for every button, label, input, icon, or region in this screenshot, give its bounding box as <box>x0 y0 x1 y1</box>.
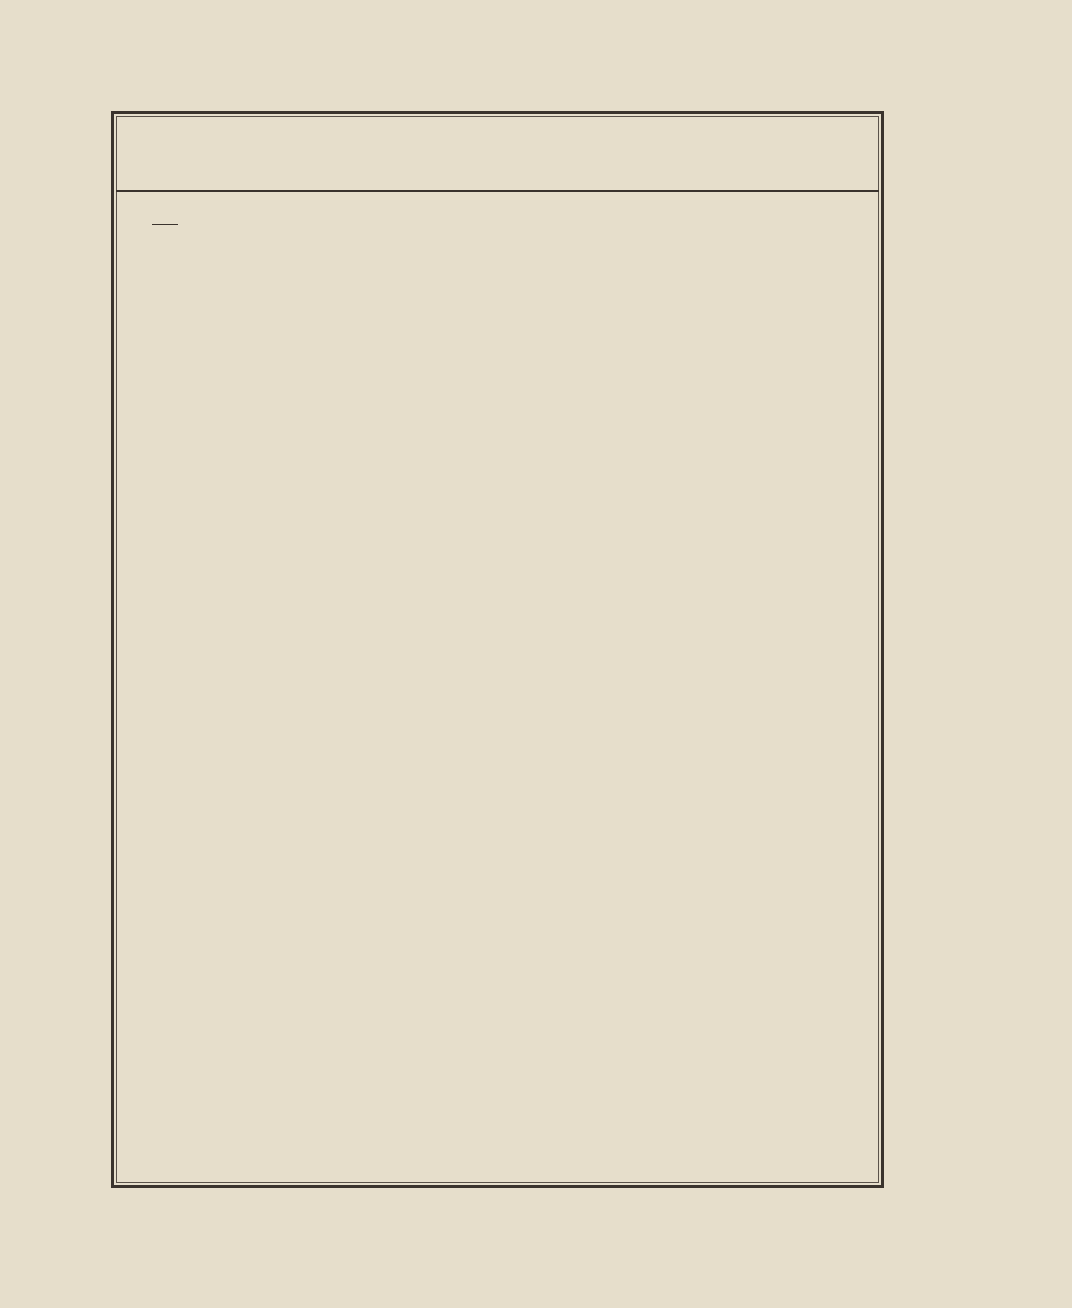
dias-year <box>152 224 178 226</box>
title-divider <box>116 190 879 192</box>
table-inner-frame <box>116 116 879 1183</box>
dias-header <box>116 222 214 226</box>
